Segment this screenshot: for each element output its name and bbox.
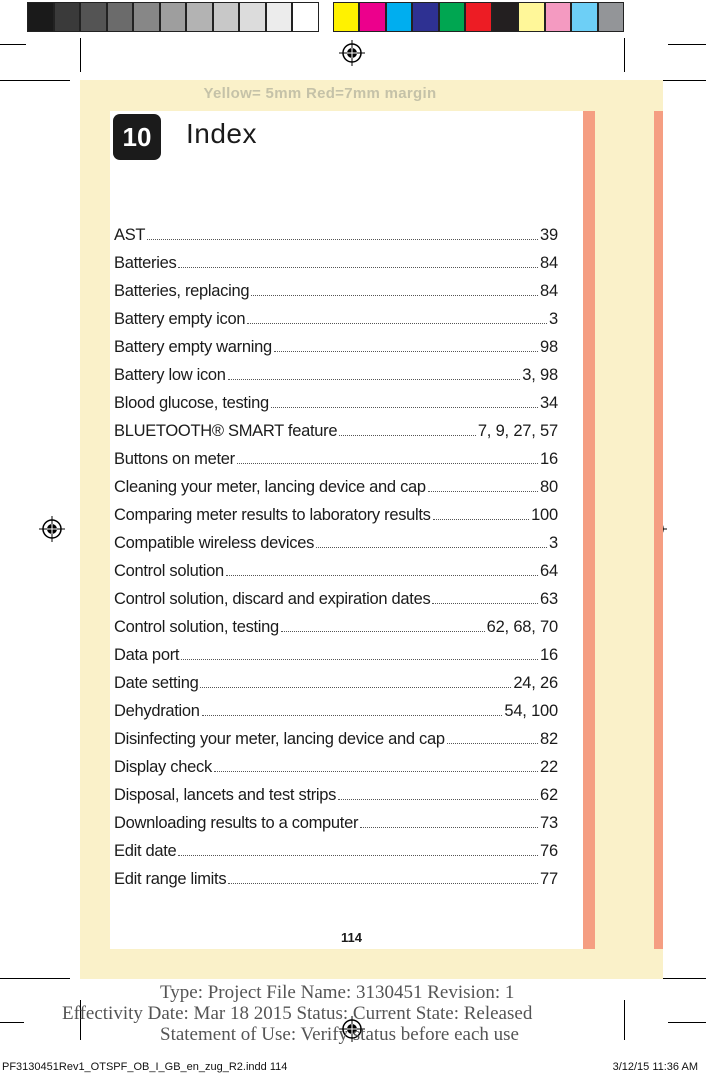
- dot-leader: [338, 799, 538, 800]
- document-meta-line-3: Statement of Use: Verify status before each use: [160, 1024, 519, 1045]
- dot-leader: [202, 715, 503, 716]
- index-entry: [114, 842, 558, 870]
- color-swatch: [213, 2, 240, 32]
- index-pages: 7, 9, 27, 57: [477, 422, 558, 440]
- index-term: Date setting: [114, 674, 199, 692]
- dot-leader: [237, 463, 538, 464]
- registration-mark-icon: [339, 40, 365, 66]
- registration-mark-icon: [39, 516, 65, 542]
- index-term: Dehydration: [114, 702, 200, 720]
- dot-leader: [178, 267, 538, 268]
- index-pages: 3: [549, 534, 558, 552]
- crop-mark: [668, 1022, 706, 1023]
- index-pages: 22: [540, 758, 558, 776]
- dot-leader: [428, 491, 538, 492]
- crop-mark: [668, 44, 706, 45]
- index-term: Edit date: [114, 842, 177, 860]
- color-swatch: [598, 2, 625, 32]
- index-pages: 24, 26: [513, 674, 558, 692]
- index-pages: 80: [540, 478, 558, 496]
- color-swatch: [465, 2, 492, 32]
- index-entry: [114, 310, 558, 338]
- index-entry: [114, 702, 558, 730]
- dot-leader: [281, 631, 485, 632]
- index-pages: 62: [540, 786, 558, 804]
- index-entry: [114, 758, 558, 786]
- index-entry: [114, 646, 558, 674]
- color-swatch: [292, 2, 319, 32]
- index-term: Compatible wireless devices: [114, 534, 315, 552]
- index-term: Control solution: [114, 562, 224, 580]
- crop-mark: [0, 1022, 24, 1023]
- index-term: Comparing meter results to laboratory results: [114, 506, 431, 524]
- crop-mark: [0, 978, 70, 979]
- chapter-title: Index: [186, 118, 257, 149]
- index-term: Edit range limits: [114, 870, 227, 888]
- document-meta-line-2: Effectivity Date: Mar 18 2015 Status: Current State: Released: [62, 1003, 533, 1024]
- dot-leader: [432, 603, 538, 604]
- index-term: Control solution, discard and expiration dates: [114, 590, 431, 608]
- color-swatch: [359, 2, 386, 32]
- index-entry: [114, 366, 558, 394]
- index-term: Display check: [114, 758, 212, 776]
- dot-leader: [181, 659, 538, 660]
- chapter-number-badge: 10: [113, 114, 161, 160]
- color-swatch: [54, 2, 81, 32]
- gray-swatches: [27, 2, 319, 32]
- color-swatch: [266, 2, 293, 32]
- index-entry: [114, 534, 558, 562]
- index-pages: 16: [540, 450, 558, 468]
- dot-leader: [228, 379, 521, 380]
- color-swatch: [160, 2, 187, 32]
- dot-leader: [339, 435, 476, 436]
- index-term: Battery low icon: [114, 366, 226, 384]
- index-entry: [114, 870, 558, 898]
- index-pages: 73: [540, 814, 558, 832]
- index-entry: [114, 450, 558, 478]
- index-pages: 34: [540, 394, 558, 412]
- index-pages: 77: [540, 870, 558, 888]
- color-swatch: [518, 2, 545, 32]
- index-term: Cleaning your meter, lancing device and cap: [114, 478, 426, 496]
- index-entry: [114, 282, 558, 310]
- index-entry: [114, 254, 558, 282]
- color-swatches: [333, 2, 625, 32]
- index-term: Battery empty warning: [114, 338, 272, 356]
- index-term: Downloading results to a computer: [114, 814, 359, 832]
- footer-filename: PF3130451Rev1_OTSPF_OB_I_GB_en_zug_R2.indd 114: [2, 1061, 288, 1073]
- index-entry: [114, 478, 558, 506]
- index-pages: 63: [540, 590, 558, 608]
- index-term: Disposal, lancets and test strips: [114, 786, 337, 804]
- color-swatch: [107, 2, 134, 32]
- index-entry: [114, 814, 558, 842]
- color-swatch: [27, 2, 54, 32]
- color-swatch: [545, 2, 572, 32]
- index-term: Buttons on meter: [114, 450, 235, 468]
- index-entry: [114, 226, 558, 254]
- dot-leader: [447, 743, 538, 744]
- color-swatch: [571, 2, 598, 32]
- index-entry: [114, 562, 558, 590]
- index-pages: 39: [540, 226, 558, 244]
- dot-leader: [200, 687, 511, 688]
- dot-leader: [251, 295, 538, 296]
- index-term: Data port: [114, 646, 180, 664]
- color-swatch: [386, 2, 413, 32]
- color-swatch: [186, 2, 213, 32]
- crop-mark: [624, 1000, 625, 1040]
- index-pages: 3, 98: [522, 366, 558, 384]
- color-swatch: [80, 2, 107, 32]
- color-swatch: [492, 2, 519, 32]
- index-entry: [114, 394, 558, 422]
- page-number: 114: [341, 930, 362, 945]
- dot-leader: [360, 827, 538, 828]
- color-swatch: [412, 2, 439, 32]
- red-margin-strip: [654, 111, 663, 949]
- index-entry: [114, 506, 558, 534]
- dot-leader: [247, 323, 547, 324]
- dot-leader: [433, 519, 529, 520]
- crop-mark: [0, 44, 26, 45]
- index-entry: [114, 786, 558, 814]
- index-pages: 82: [540, 730, 558, 748]
- color-swatch: [333, 2, 360, 32]
- dot-leader: [178, 855, 538, 856]
- dot-leader: [316, 547, 547, 548]
- index-pages: 76: [540, 842, 558, 860]
- index-pages: 64: [540, 562, 558, 580]
- crop-mark: [0, 80, 70, 81]
- index-entry: [114, 674, 558, 702]
- index-term: Disinfecting your meter, lancing device and cap: [114, 730, 445, 748]
- index-entry: [114, 730, 558, 758]
- index-pages: 84: [540, 282, 558, 300]
- index-term: BLUETOOTH® SMART feature: [114, 422, 338, 440]
- index-pages: 3: [549, 310, 558, 328]
- crop-mark: [80, 38, 81, 72]
- dot-leader: [147, 239, 538, 240]
- footer-timestamp: 3/12/15 11:36 AM: [612, 1061, 698, 1073]
- color-swatch: [239, 2, 266, 32]
- index-term: Battery empty icon: [114, 310, 246, 328]
- index-entry: [114, 422, 558, 450]
- crop-mark: [624, 38, 625, 72]
- index-pages: 62, 68, 70: [486, 618, 558, 636]
- index-entry: [114, 590, 558, 618]
- index-term: Batteries, replacing: [114, 282, 250, 300]
- color-calibration-bar: [27, 2, 624, 32]
- dot-leader: [228, 883, 538, 884]
- index-pages: 100: [531, 506, 558, 524]
- red-margin-strip: [583, 111, 595, 949]
- dot-leader: [226, 575, 538, 576]
- index-term: Control solution, testing: [114, 618, 279, 636]
- index-pages: 84: [540, 254, 558, 272]
- color-swatch: [439, 2, 466, 32]
- index-term: Blood glucose, testing: [114, 394, 269, 412]
- dot-leader: [274, 351, 538, 352]
- index-list: [114, 226, 558, 898]
- dot-leader: [214, 771, 538, 772]
- margin-note: Yellow= 5mm Red=7mm margin: [203, 85, 437, 102]
- dot-leader: [271, 407, 538, 408]
- index-pages: 98: [540, 338, 558, 356]
- index-term: AST: [114, 226, 146, 244]
- color-swatch: [133, 2, 160, 32]
- index-pages: 54, 100: [504, 702, 558, 720]
- index-entry: [114, 618, 558, 646]
- index-entry: [114, 338, 558, 366]
- index-pages: 16: [540, 646, 558, 664]
- document-meta-line-1: Type: Project File Name: 3130451 Revision: 1: [160, 982, 515, 1003]
- index-term: Batteries: [114, 254, 177, 272]
